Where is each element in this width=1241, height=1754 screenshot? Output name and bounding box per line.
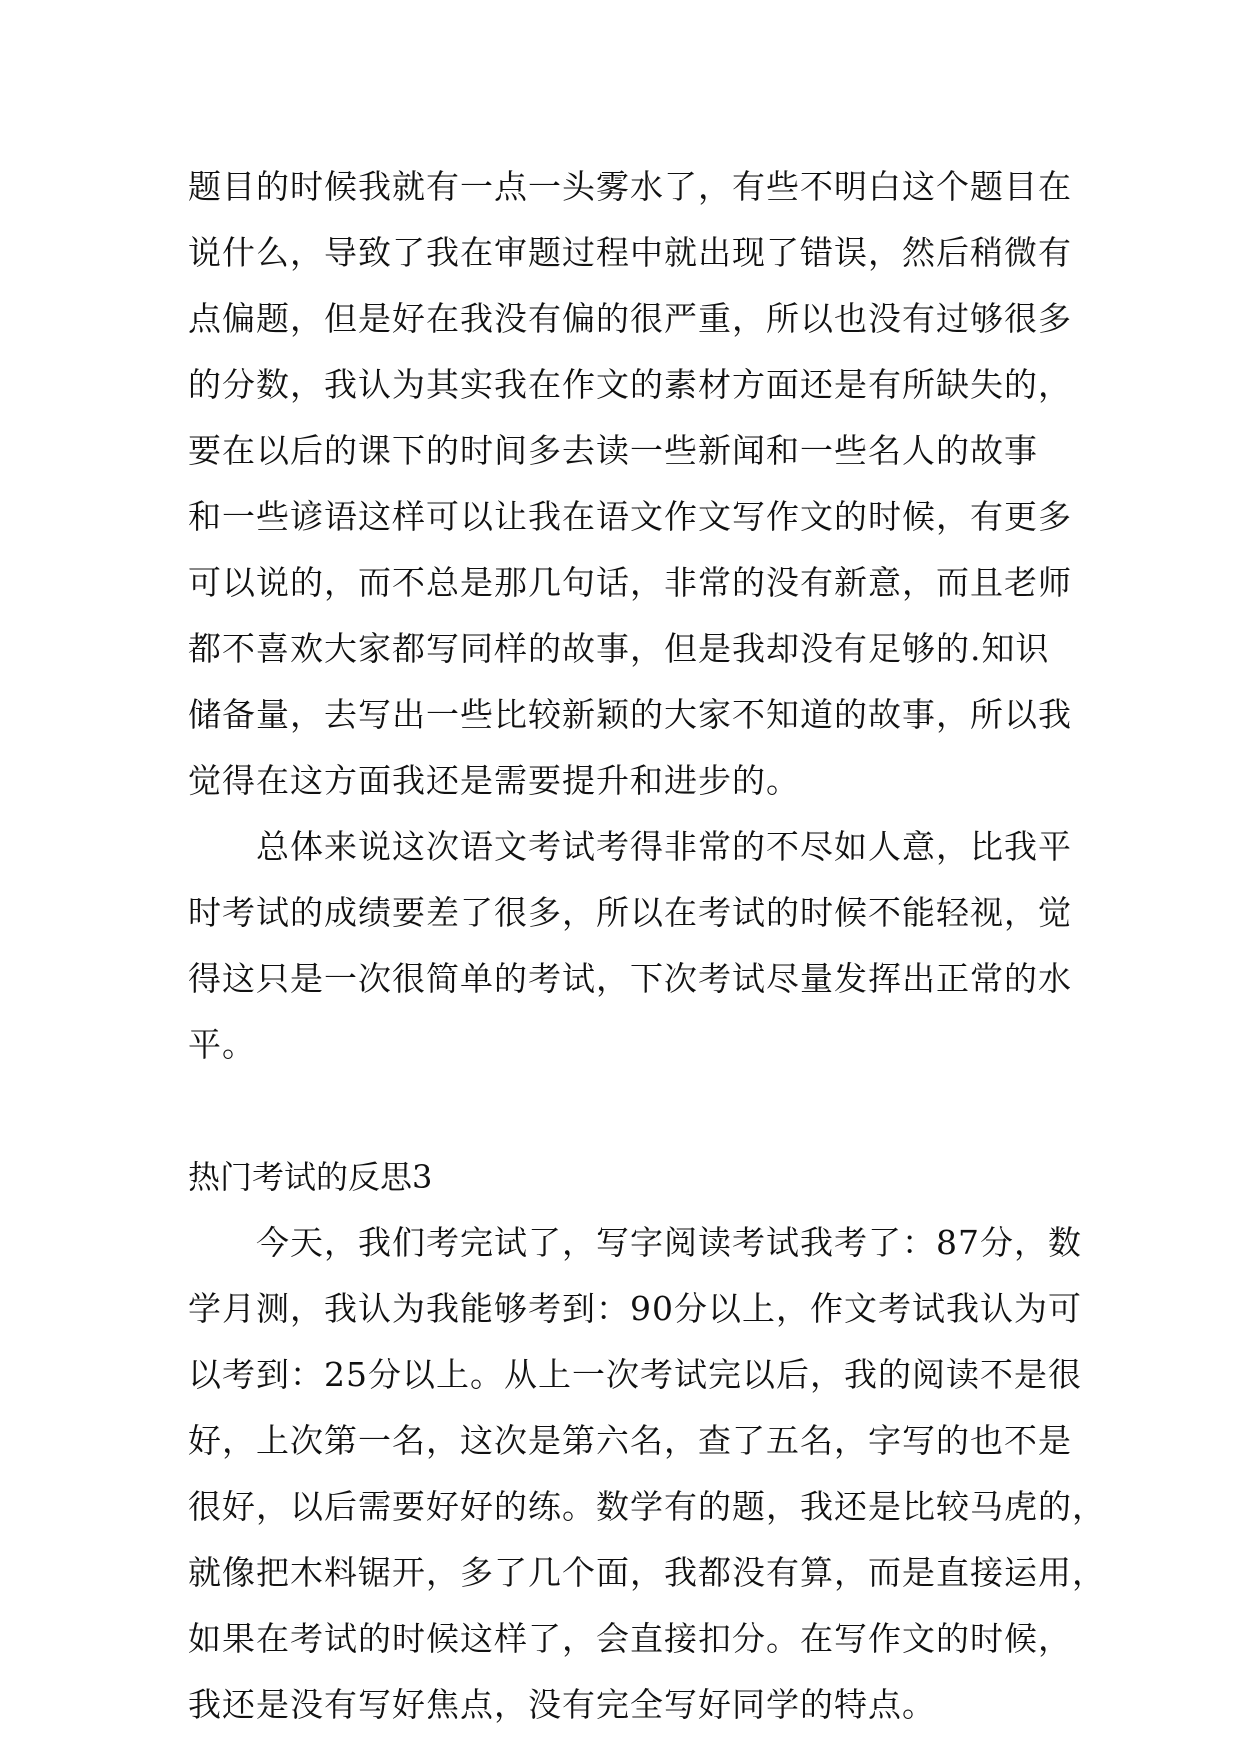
- text-line: 好，上次第一名，这次是第六名，查了五名，字写的也不是: [188, 1421, 1072, 1460]
- text-line: 题目的时候我就有一点一头雾水了，有些不明白这个题目在: [188, 167, 1072, 206]
- paragraph-reflection: [188, 1210, 1106, 1738]
- text-line: 学月测，我认为我能够考到：90分以上，作文考试我认为可: [188, 1289, 1082, 1328]
- text-line: 可以说的，而不总是那几句话，非常的没有新意，而且老师: [188, 563, 1072, 602]
- text-line: 时考试的成绩要差了很多，所以在考试的时候不能轻视，觉: [188, 893, 1072, 932]
- paragraph-summary: [188, 814, 1072, 1078]
- text-line: 都不喜欢大家都写同样的故事，但是我却没有足够的.知识: [188, 629, 1050, 668]
- text-line: 就像把木料锯开，多了几个面，我都没有算，而是直接运用，: [188, 1553, 1106, 1592]
- text-line: 储备量，去写出一些比较新颖的大家不知道的故事，所以我: [188, 695, 1072, 734]
- blank-line: [188, 1078, 1068, 1144]
- paragraph-continued: [188, 154, 1072, 814]
- text-line: 我还是没有写好焦点，没有完全写好同学的特点。: [188, 1685, 936, 1724]
- text-line: 点偏题，但是好在我没有偏的很严重，所以也没有过够很多: [188, 299, 1072, 338]
- text-line: 和一些谚语这样可以让我在语文作文写作文的时候，有更多: [188, 497, 1072, 536]
- text-line: 今天，我们考完试了，写字阅读考试我考了：87分，数: [256, 1223, 1082, 1262]
- text-line: 的分数，我认为其实我在作文的素材方面还是有所缺失的，: [188, 365, 1072, 404]
- section-heading: 热门考试的反思3: [188, 1158, 433, 1196]
- document-page: [188, 154, 1106, 1738]
- text-line: 总体来说这次语文考试考得非常的不尽如人意，比我平: [256, 827, 1072, 866]
- text-line: 觉得在这方面我还是需要提升和进步的。: [188, 761, 800, 800]
- text-line: 如果在考试的时候这样了，会直接扣分。在写作文的时候，: [188, 1619, 1072, 1658]
- text-line: 平。: [188, 1025, 256, 1064]
- text-line: 要在以后的课下的时间多去读一些新闻和一些名人的故事: [188, 431, 1038, 470]
- text-line: 以考到：25分以上。从上一次考试完以后，我的阅读不是很: [188, 1355, 1082, 1394]
- text-line: 说什么，导致了我在审题过程中就出现了错误，然后稍微有: [188, 233, 1072, 272]
- text-line: 得这只是一次很简单的考试，下次考试尽量发挥出正常的水: [188, 959, 1072, 998]
- text-line: 很好，以后需要好好的练。数学有的题，我还是比较马虎的，: [188, 1487, 1106, 1526]
